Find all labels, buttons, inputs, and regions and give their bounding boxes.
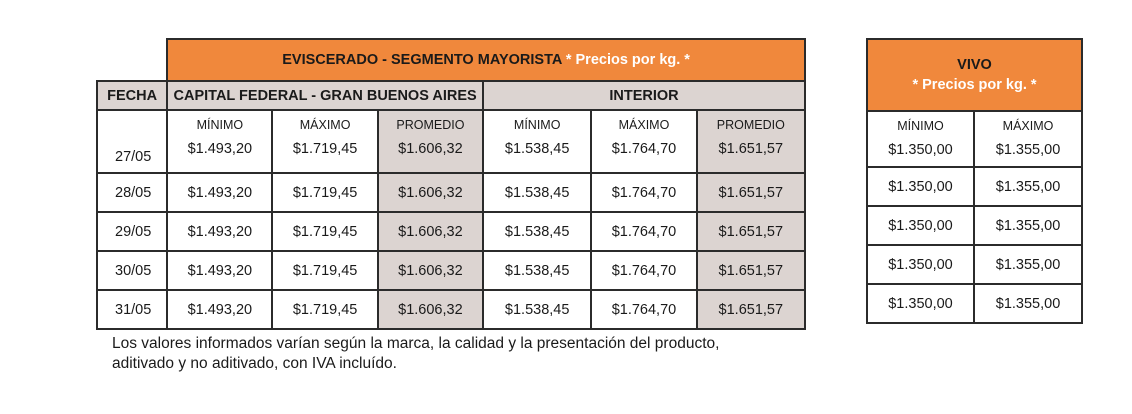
sub-header-promedio: PROMEDIO [716,118,785,132]
sub-header-promedio: PROMEDIO [396,118,465,132]
cap-prom-value: $1.606,32 [398,141,463,157]
cap-max-cell [272,110,377,173]
cap-prom-cell: $1.606,32 [378,173,483,212]
table-row [97,110,805,173]
int-prom-cell: $1.651,57 [697,212,805,251]
vivo-min-cell: $1.350,00 [867,284,974,323]
vivo-min-cell: $1.350,00 [867,206,974,245]
vivo-min-cell: $1.350,00 [867,167,974,206]
int-min-cell: $1.538,45 [483,212,591,251]
table-row [97,251,805,290]
int-min-cell: $1.538,45 [483,290,591,329]
cap-prom-cell: $1.606,32 [378,290,483,329]
cap-max-cell: $1.719,45 [272,173,377,212]
table-row [867,245,1082,284]
int-max-cell: $1.764,70 [591,212,696,251]
footnote [112,334,812,374]
footnote-line-1: Los valores informados varían según la marca, la calidad y la presentación del producto, [112,335,720,352]
vivo-title-note: * Precios por kg. * [912,77,1037,93]
table-row [97,173,805,212]
int-prom-cell: $1.651,57 [697,173,805,212]
fecha-cell: 31/05 [97,290,167,329]
int-min-cell: $1.538,45 [483,251,591,290]
vivo-min-cell: $1.350,00 [867,245,974,284]
cap-min-cell: $1.493,20 [167,251,272,290]
cap-min-cell [167,110,272,173]
sub-header-maximo: MÁXIMO [1002,119,1054,133]
sub-header-minimo: MÍNIMO [513,118,561,132]
fecha-cell: 27/05 [97,110,167,173]
int-prom-cell [697,110,805,173]
capital-federal-group-header: CAPITAL FEDERAL - GRAN BUENOS AIRES [167,81,483,110]
blank-corner [97,39,167,81]
vivo-max-cell: $1.355,00 [974,167,1082,206]
cap-max-cell: $1.719,45 [272,251,377,290]
eviscerado-title: EVISCERADO - SEGMENTO MAYORISTA [282,52,562,68]
cap-max-cell: $1.719,45 [272,212,377,251]
eviscerado-price-table [96,38,806,330]
vivo-max-cell [974,111,1082,167]
vivo-title: VIVO [957,57,992,73]
fecha-cell: 29/05 [97,212,167,251]
cap-min-cell: $1.493,20 [167,212,272,251]
int-prom-cell: $1.651,57 [697,290,805,329]
vivo-title-header [867,39,1082,111]
vivo-min-value: $1.350,00 [888,142,953,158]
eviscerado-title-header [167,39,805,81]
sub-header-minimo: MÍNIMO [196,118,244,132]
cap-min-value: $1.493,20 [187,141,253,157]
cap-prom-cell: $1.606,32 [378,251,483,290]
cap-prom-cell [378,110,483,173]
vivo-price-table [866,38,1083,324]
int-max-cell: $1.764,70 [591,290,696,329]
fecha-cell: 28/05 [97,173,167,212]
vivo-max-value: $1.355,00 [995,142,1061,158]
int-max-cell: $1.764,70 [591,173,696,212]
table-row [867,167,1082,206]
table-row [867,206,1082,245]
int-max-cell [591,110,696,173]
vivo-max-cell: $1.355,00 [974,245,1082,284]
cap-min-cell: $1.493,20 [167,173,272,212]
int-prom-value: $1.651,57 [718,141,784,157]
int-min-cell [483,110,591,173]
int-min-value: $1.538,45 [504,141,570,157]
vivo-min-cell [867,111,974,167]
table-row [97,212,805,251]
interior-group-header: INTERIOR [483,81,805,110]
table-row [97,290,805,329]
cap-max-cell: $1.719,45 [272,290,377,329]
sub-header-minimo: MÍNIMO [897,119,944,133]
sub-header-maximo: MÁXIMO [299,118,351,132]
int-min-cell: $1.538,45 [483,173,591,212]
cap-max-value: $1.719,45 [292,141,358,157]
int-max-value: $1.764,70 [611,141,677,157]
footnote-line-2: aditivado y no aditivado, con IVA incluído. [112,355,397,372]
int-prom-cell: $1.651,57 [697,251,805,290]
vivo-max-cell: $1.355,00 [974,284,1082,323]
eviscerado-title-note: * Precios por kg. * [565,52,690,68]
vivo-max-cell: $1.355,00 [974,206,1082,245]
fecha-header: FECHA [97,81,167,110]
cap-prom-cell: $1.606,32 [378,212,483,251]
cap-min-cell: $1.493,20 [167,290,272,329]
int-max-cell: $1.764,70 [591,251,696,290]
table-row [867,111,1082,167]
sub-header-maximo: MÁXIMO [618,118,670,132]
table-row [867,284,1082,323]
fecha-cell: 30/05 [97,251,167,290]
